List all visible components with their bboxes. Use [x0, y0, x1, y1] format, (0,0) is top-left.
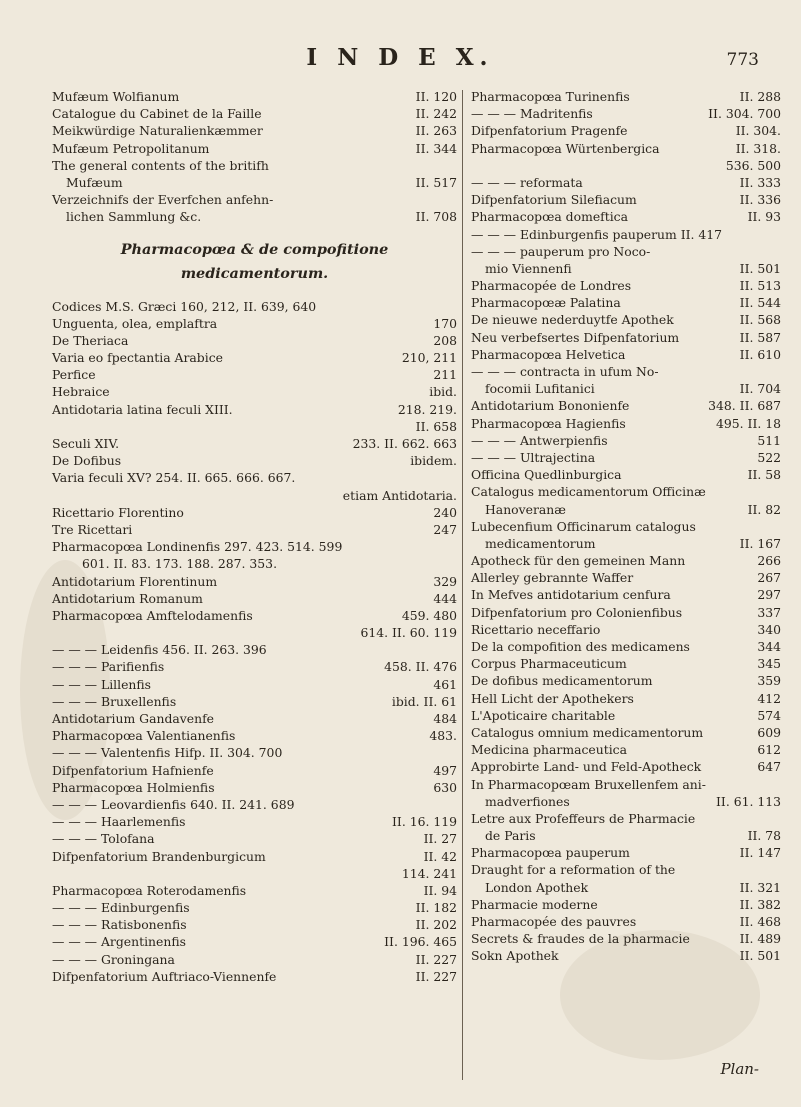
index-entry — [52, 779, 457, 796]
index-entry — [471, 432, 781, 449]
entry-reference: II. 587 — [739, 329, 781, 345]
entry-title: — — — reformata — [471, 174, 583, 190]
entry-reference: II. 288 — [739, 89, 781, 104]
index-entry — [52, 968, 457, 985]
entry-reference: II. 513 — [739, 278, 781, 294]
entry-title: Pharmacopœa Helvetica — [471, 346, 626, 362]
index-entry — [471, 277, 781, 294]
entry-title: Lubecenfium Officinarum catalogus — [471, 518, 696, 534]
entry-reference: II. 318. — [735, 140, 781, 156]
index-entry — [52, 452, 457, 469]
entry-title: Catalogus omnium medicamentorum — [471, 724, 704, 740]
entry-title: Antidotaria latina feculi XIII. — [52, 401, 233, 417]
index-entry — [471, 844, 781, 861]
entry-reference: 218. 219. — [397, 401, 457, 417]
entry-title: Difpenfatorium Auftriaco-Viennenfe — [52, 968, 277, 984]
entry-title: De dofibus medicamentorum — [471, 673, 653, 689]
entry-reference: II. 336 — [739, 192, 781, 208]
entry-title: London Apothek — [485, 879, 589, 895]
index-entry — [471, 226, 781, 243]
column-divider — [462, 90, 463, 1080]
index-entry — [52, 349, 457, 366]
entry-title: mio Viennenfi — [485, 260, 572, 276]
entry-reference: 511 — [757, 432, 781, 448]
entry-title: In Pharmacopœam Bruxellenfem ani- — [471, 776, 706, 792]
index-entry — [52, 418, 457, 435]
entry-reference: II. 58 — [747, 467, 781, 483]
index-entry — [471, 449, 781, 466]
index-entry — [52, 882, 457, 899]
entry-title: Pharmacopœa Würtenbergica — [471, 140, 660, 156]
entry-reference: 210, 211 — [401, 350, 457, 366]
index-entry — [52, 658, 457, 675]
entry-title: Difpenfatorium Pragenfe — [471, 123, 628, 139]
index-entry — [52, 521, 457, 538]
entry-reference: 574 — [757, 707, 781, 723]
entry-reference: II. 93 — [747, 209, 781, 225]
entry-title: Pharmacopœa Londinenfis 297. 423. 514. 599 — [52, 539, 343, 555]
entry-title: Meikwürdige Naturalienkæmmer — [52, 123, 263, 139]
entry-reference: 337 — [757, 604, 781, 620]
entry-reference: 647 — [757, 759, 781, 775]
entry-reference: II. 82 — [747, 501, 781, 517]
index-entry — [52, 848, 457, 865]
entry-reference: ibid. II. 61 — [391, 693, 457, 709]
index-entry — [471, 483, 781, 500]
entry-title: Pharmacopœa Holmienfis — [52, 779, 215, 795]
entry-title: Ricettario neceffario — [471, 621, 601, 637]
entry-title: De nieuwe nederduytfe Apothek — [471, 312, 674, 328]
index-entry — [471, 157, 781, 174]
entry-title: Unguenta, olea, emplaftra — [52, 315, 218, 331]
entry-title: Difpenfatorium Silefiacum — [471, 192, 637, 208]
index-entry — [52, 865, 457, 882]
entry-title: Mufæum Petropolitanum — [52, 140, 210, 156]
entry-title: — — — Parifienfis — [52, 659, 165, 675]
entry-title: Hell Licht der Apothekers — [471, 690, 634, 706]
index-entry — [52, 813, 457, 830]
entry-reference: II. 42 — [423, 848, 457, 864]
entry-reference: II. 501 — [739, 260, 781, 276]
index-entry — [52, 262, 457, 286]
index-entry — [471, 191, 781, 208]
entry-title: Codices M.S. Græci 160, 212, II. 639, 640 — [52, 298, 317, 314]
entry-title: Verzeichnifs der Everfchen anfehn- — [52, 192, 274, 208]
entry-title: Pharmacopœa & de compofitione — [120, 240, 389, 258]
entry-reference: II. 344 — [415, 140, 457, 156]
entry-title: — — — Edinburgenfis — [52, 900, 190, 916]
entry-title: lichen Sammlung &c. — [66, 209, 202, 225]
entry-title: Pharmacopœa Roterodamenfis — [52, 882, 247, 898]
catchword: Plan- — [720, 1060, 759, 1078]
entry-reference: II. 120 — [415, 89, 457, 104]
index-entry — [471, 879, 781, 896]
right-column — [471, 88, 781, 965]
entry-title: Draught for a reformation of the — [471, 862, 676, 878]
entry-title: Ricettario Florentino — [52, 504, 184, 520]
entry-title: Pharmacie moderne — [471, 896, 598, 912]
entry-title: Pharmacopée de Londres — [471, 278, 632, 294]
entry-reference: II. 544 — [739, 295, 781, 311]
entry-reference: II. 202 — [415, 917, 457, 933]
entry-title: Apotheck für den gemeinen Mann — [471, 553, 686, 569]
entry-reference: II. 501 — [739, 948, 781, 964]
page-number: 773 — [726, 50, 759, 70]
index-entry — [471, 896, 781, 913]
entry-reference: 495. II. 18 — [716, 415, 781, 431]
entry-title: Mufæum — [66, 174, 123, 190]
entry-reference: 340 — [757, 621, 781, 637]
entry-reference: 240 — [433, 504, 457, 520]
index-entry — [471, 621, 781, 638]
entry-reference: II. 321 — [739, 879, 781, 895]
entry-reference: 412 — [757, 690, 781, 706]
running-title: I N D E X. — [306, 44, 494, 71]
index-entry — [52, 140, 457, 157]
entry-title: Antidotarium Bononienfe — [471, 398, 630, 414]
entry-title: De la compofition des medicamens — [471, 639, 690, 654]
entry-title: Pharmacopœa pauperum — [471, 845, 630, 861]
entry-title: medicamentorum — [485, 535, 596, 551]
index-entry — [471, 260, 781, 277]
entry-title: — — — Leidenfis 456. II. 263. 396 — [52, 642, 267, 658]
entry-reference: II. 227 — [415, 968, 457, 984]
entry-reference: 497 — [433, 762, 457, 778]
entry-title: Seculi XIV. — [52, 436, 120, 451]
entry-title: In Mefves antidotarium cenfura — [471, 587, 671, 603]
entry-title: — — — Ratisbonenfis — [52, 917, 187, 933]
entry-title: Mufæum Wolfianum — [52, 89, 180, 104]
entry-reference: II. 196. 465 — [384, 934, 457, 950]
entry-reference: 359 — [757, 673, 781, 689]
entry-title: — — — Haarlemenfis — [52, 814, 186, 830]
entry-reference: II. 61. 113 — [716, 793, 781, 809]
index-entry — [471, 363, 781, 380]
entry-title: — — — Antwerpienfis — [471, 432, 608, 448]
index-entry — [52, 435, 457, 452]
entry-reference: II. 242 — [415, 106, 457, 122]
index-entry — [52, 487, 457, 504]
index-entry — [52, 933, 457, 950]
entry-reference: 266 — [757, 553, 781, 569]
index-entry — [471, 793, 781, 810]
index-entry — [52, 916, 457, 933]
index-entry — [471, 243, 781, 260]
index-entry — [52, 676, 457, 693]
entry-reference: II. 568 — [739, 312, 781, 328]
entry-title: Varia feculi XV? 254. II. 665. 666. 667. — [52, 470, 296, 486]
entry-reference: II. 489 — [739, 931, 781, 947]
entry-title: focomii Lufitanici — [485, 381, 595, 397]
entry-title: Officina Quedlinburgica — [471, 467, 622, 483]
entry-title: Neu verbefsertes Difpenfatorium — [471, 329, 680, 345]
index-entry — [52, 332, 457, 349]
entry-title: Catalogus medicamentorum Officinæ — [471, 484, 706, 500]
entry-reference: 114. 241 — [401, 865, 457, 881]
index-entry — [52, 88, 457, 105]
index-entry — [471, 810, 781, 827]
index-entry — [52, 191, 457, 208]
index-entry — [471, 501, 781, 518]
entry-title: medicamentorum. — [180, 264, 329, 282]
index-entry — [52, 383, 457, 400]
entry-reference: II. 78 — [747, 828, 781, 844]
entry-reference: 344 — [757, 639, 781, 654]
index-entry — [52, 538, 457, 555]
left-column — [52, 88, 457, 985]
entry-reference: II. 304. — [735, 123, 781, 139]
entry-reference: 461 — [433, 676, 457, 692]
entry-title: Difpenfatorium pro Colonienfibus — [471, 604, 683, 620]
entry-title: Difpenfatorium Hafnienfe — [52, 762, 214, 778]
index-entry — [52, 590, 457, 607]
index-entry — [471, 552, 781, 569]
entry-title: — — — Ultrajectina — [471, 449, 596, 465]
index-entry — [471, 707, 781, 724]
index-entry — [52, 208, 457, 225]
entry-title: L'Apoticaire charitable — [471, 707, 616, 723]
index-entry — [52, 469, 457, 486]
index-entry — [471, 415, 781, 432]
entry-reference: II. 333 — [739, 174, 781, 190]
entry-title: — — — Argentinenfis — [52, 934, 186, 950]
index-entry — [471, 122, 781, 139]
entry-reference: II. 610 — [739, 346, 781, 362]
entry-title: De Theriaca — [52, 332, 129, 348]
index-entry — [471, 329, 781, 346]
index-entry — [471, 311, 781, 328]
entry-title: Secrets & fraudes de la pharmacie — [471, 931, 690, 947]
index-entry — [52, 693, 457, 710]
index-entry — [52, 796, 457, 813]
entry-reference: II. 16. 119 — [392, 814, 457, 830]
entry-reference: II. 227 — [415, 951, 457, 967]
entry-title: Perfice — [52, 367, 96, 383]
index-entry — [52, 762, 457, 779]
index-entry — [52, 226, 457, 238]
index-entry — [471, 294, 781, 311]
entry-title: Antidotarium Gandavenfe — [52, 711, 214, 726]
index-entry — [471, 638, 781, 655]
index-entry — [471, 174, 781, 191]
entry-reference: 297 — [757, 587, 781, 603]
index-entry — [471, 518, 781, 535]
entry-title: Difpenfatorium Brandenburgicum — [52, 848, 266, 864]
entry-title: Pharmacopœa Hagienfis — [471, 415, 626, 431]
index-entry — [471, 758, 781, 775]
entry-reference: 484 — [433, 711, 457, 726]
entry-title: — — — Lillenfis — [52, 676, 152, 692]
index-entry — [52, 504, 457, 521]
index-entry — [471, 827, 781, 844]
entry-title: — — — Bruxellenfis — [52, 693, 177, 709]
index-entry — [52, 573, 457, 590]
index-entry — [52, 238, 457, 262]
index-entry — [52, 366, 457, 383]
entry-reference: 458. II. 476 — [384, 659, 457, 675]
entry-title: De Dofibus — [52, 453, 122, 469]
entry-reference: 247 — [433, 521, 457, 537]
entry-title: — — — Valentenfis Hifp. II. 304. 700 — [52, 745, 283, 761]
entry-title: The general contents of the britifh — [52, 157, 269, 173]
index-entry — [52, 607, 457, 624]
index-entry — [471, 690, 781, 707]
index-entry — [471, 776, 781, 793]
entry-title: Antidotarium Florentinum — [52, 573, 218, 589]
entry-title: Antidotarium Romanum — [52, 590, 203, 606]
entry-title: Letre aux Profeffeurs de Pharmacie — [471, 810, 696, 826]
entry-reference: 609 — [757, 724, 781, 740]
entry-reference: 483. — [429, 728, 457, 744]
entry-reference: II. 167 — [739, 535, 781, 551]
entry-reference: II. 382 — [739, 896, 781, 912]
entry-title: Pharmacopœa Valentianenfis — [52, 728, 236, 744]
index-entry — [471, 724, 781, 741]
index-entry — [52, 624, 457, 641]
entry-reference: 233. II. 662. 663 — [352, 436, 457, 451]
entry-title: — — — pauperum pro Noco- — [471, 243, 651, 259]
entry-reference: II. 263 — [415, 123, 457, 139]
entry-reference: ibid. — [429, 384, 457, 400]
entry-reference: 348. II. 687 — [708, 398, 781, 414]
entry-title: Tre Ricettari — [52, 521, 133, 537]
index-entry — [52, 744, 457, 761]
index-entry — [471, 346, 781, 363]
index-entry — [471, 604, 781, 621]
index-entry — [471, 930, 781, 947]
index-entry — [471, 569, 781, 586]
entry-reference: 612 — [757, 742, 781, 758]
entry-title: madverfiones — [485, 793, 570, 809]
entry-title: — — — Tolofana — [52, 831, 155, 847]
index-entry — [52, 641, 457, 658]
entry-reference: 208 — [433, 332, 457, 348]
entry-title: Approbirte Land- und Feld-Apotheck — [471, 759, 702, 775]
entry-title: Pharmacopée des pauvres — [471, 914, 637, 929]
entry-title: Corpus Pharmaceuticum — [471, 656, 627, 672]
entry-reference: II. 658 — [415, 418, 457, 434]
index-entry — [471, 741, 781, 758]
entry-title: — — — Groningana — [52, 951, 175, 967]
entry-title: Pharmacopœa Amftelodamenfis — [52, 607, 253, 623]
index-entry — [52, 286, 457, 298]
entry-title: — — — Edinburgenfis pauperum II. 417 — [471, 226, 723, 242]
entry-reference: II. 182 — [415, 900, 457, 916]
index-entry — [471, 535, 781, 552]
index-entry — [52, 710, 457, 727]
entry-reference: 522 — [757, 449, 781, 465]
entry-title: Hebraice — [52, 384, 110, 400]
index-entry — [471, 655, 781, 672]
entry-reference: 630 — [433, 779, 457, 795]
index-entry — [52, 298, 457, 315]
entry-title: Varia eo fpectantia Arabice — [52, 350, 223, 366]
entry-reference: II. 708 — [415, 209, 457, 225]
index-entry — [52, 122, 457, 139]
entry-reference: II. 304. 700 — [708, 106, 781, 122]
entry-reference: 170 — [433, 315, 457, 331]
entry-title: Pharmacopœæ Palatina — [471, 295, 621, 311]
entry-title: de Paris — [485, 828, 536, 844]
index-entry — [471, 913, 781, 930]
index-entry — [52, 401, 457, 418]
index-entry — [52, 830, 457, 847]
index-entry — [471, 947, 781, 964]
index-entry — [52, 555, 457, 572]
entry-title: Allerley gebrannte Waffer — [471, 570, 634, 586]
entry-title: — — — Madritenfis — [471, 106, 593, 122]
index-entry — [52, 174, 457, 191]
entry-reference: II. 147 — [739, 845, 781, 861]
entry-reference: 211 — [433, 367, 457, 383]
index-entry — [52, 315, 457, 332]
entry-title: — — — Leovardienfis 640. II. 241. 689 — [52, 796, 295, 812]
index-entry — [52, 157, 457, 174]
index-entry — [471, 861, 781, 878]
index-entry — [471, 466, 781, 483]
entry-reference: II. 27 — [423, 831, 457, 847]
index-entry — [471, 397, 781, 414]
entry-reference: 444 — [433, 590, 457, 606]
entry-title: Medicina pharmaceutica — [471, 742, 628, 758]
entry-title: 614. II. 60. 119 — [360, 625, 457, 641]
entry-reference: II. 468 — [739, 914, 781, 929]
entry-title: Hanoveranæ — [485, 501, 566, 517]
entry-reference: ibidem. — [410, 453, 457, 469]
index-entry — [52, 105, 457, 122]
index-entry — [471, 380, 781, 397]
entry-reference: II. 517 — [415, 174, 457, 190]
entry-reference: II. 704 — [739, 381, 781, 397]
index-entry — [52, 899, 457, 916]
entry-reference: 329 — [433, 573, 457, 589]
entry-title: — — — contracta in ufum No- — [471, 364, 659, 379]
entry-reference: 267 — [757, 570, 781, 586]
index-entry — [52, 727, 457, 744]
index-entry — [471, 140, 781, 157]
entry-reference: 536. 500 — [725, 157, 781, 173]
page-header — [0, 44, 801, 74]
entry-title: Sokn Apothek — [471, 948, 559, 964]
entry-title: 601. II. 83. 173. 188. 287. 353. — [82, 556, 278, 572]
index-entry — [471, 105, 781, 122]
entry-reference: 345 — [757, 656, 781, 672]
index-entry — [471, 88, 781, 105]
entry-title: Pharmacopœa Turinenfis — [471, 89, 630, 104]
index-entry — [52, 951, 457, 968]
entry-title: Catalogue du Cabinet de la Faille — [52, 106, 262, 122]
entry-reference: II. 94 — [423, 882, 457, 898]
entry-reference: 459. 480 — [401, 607, 457, 623]
entry-title: etiam Antidotaria. — [342, 487, 457, 503]
index-entry — [471, 208, 781, 225]
index-entry — [471, 672, 781, 689]
index-entry — [471, 586, 781, 603]
entry-title: Pharmacopœa domeftica — [471, 209, 629, 225]
